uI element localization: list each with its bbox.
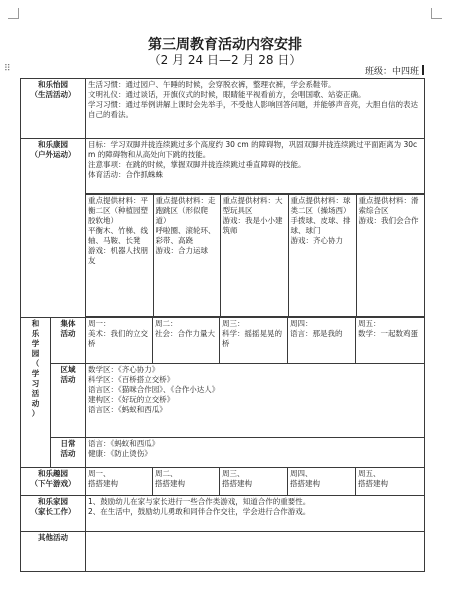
label-learning: 和 乐 学 园 （ 学 习 活 动 ）: [21, 318, 51, 468]
afternoon-day-2[interactable]: 周二、 搭搭建构: [153, 468, 220, 496]
outdoor-goals: 目标：学习双脚并拢连续跳过多个高度约 30 cm 的障碍物，巩固双脚并拢连续跳过平面距离为 30cm 的障碍物和从高处向下跳的技能。 注意事项：在跳的时候，掌握双脚并拢连续跳过垂直障碍的技能。 体育活动：合作抓蛛蛛: [86, 139, 424, 194]
group-day-4[interactable]: 周四： 语言：那是我的: [288, 318, 356, 364]
content-family[interactable]: 1、鼓励幼儿在家与家长进行一些合作类游戏，知道合作的重要性。 2、在生活中，鼓励幼儿勇敢和同伴合作交往，学会进行合作游戏。: [86, 496, 425, 532]
class-line: [365, 64, 424, 77]
label-area-activity: 区域 活动: [51, 364, 86, 438]
group-day-2[interactable]: 周二： 社会：合作力量大: [153, 318, 220, 364]
content-area-activity[interactable]: 数学区：《齐心协力》 科学区：《百桥搭立交桥》 语言区：《猫咪合作园》、《合作小达人》 建构区：《好玩的立交桥》 语言区：《蚂蚁和西瓜》: [86, 364, 425, 438]
label-outdoor: 和乐康园 （户外运动）: [21, 139, 86, 318]
text-cursor: [422, 65, 424, 75]
content-life[interactable]: 生活习惯：通过园户、午睡的时候，会穿脱衣裤，整理衣裤，学会系鞋带。 文明礼仪：通过谈话，开旗仪式的时候，眼睛能平视看前方，会唱国歌、站姿正确。 学习习惯：通过举例讲解上课时会先举手，不受他人影响回答问题，并能够声音亮，大胆自信的表达自己的看法。: [86, 79, 425, 139]
afternoon-day-3[interactable]: 周三、 搭搭建构: [220, 468, 288, 496]
label-group-activity: 集体 活动: [51, 318, 86, 364]
class-label: 班级：: [364, 67, 392, 77]
label-daily-activity: 日常 活动: [51, 438, 86, 468]
date-range: （2 月 24 日—2 月 28 日）: [148, 53, 302, 67]
group-day-1[interactable]: 周一： 美术：我们的立交桥: [86, 318, 153, 364]
label-life: 和乐怡园 （生活活动）: [21, 79, 86, 139]
outdoor-col-3[interactable]: 重点提供材料：大型玩具区 游戏：我是小小建筑师: [220, 195, 288, 317]
group-day-5[interactable]: 周五： 数学：一起数鸡蛋: [356, 318, 425, 364]
schedule-table: [20, 78, 425, 572]
content-other[interactable]: [86, 532, 425, 572]
content-outdoor[interactable]: [86, 139, 425, 318]
outdoor-col-1[interactable]: 重点提供材料：平衡二区（种植园塑胶软地） 平衡木、竹梯、线轴、马鞍、长凳 游戏：机器人找朋友: [86, 195, 153, 317]
outdoor-col-5[interactable]: 重点提供材料：滑索综合区 游戏：我们会合作: [356, 195, 425, 317]
class-value: 中四班: [391, 67, 419, 77]
afternoon-day-1[interactable]: 周一、 搭搭建构: [86, 468, 153, 496]
group-day-3[interactable]: 周三： 科学：摇摇晃晃的桥: [220, 318, 288, 364]
row-other: [21, 532, 425, 572]
row-outdoor: [21, 139, 425, 318]
label-afternoon: 和乐趣园 （下午游戏）: [21, 468, 86, 496]
table-move-handle-icon[interactable]: ⠿: [4, 64, 10, 74]
row-daily-activity: [21, 438, 425, 468]
content-daily-activity[interactable]: 语言：《蚂蚁和西瓜》 健康：《防止烫伤》: [86, 438, 425, 468]
afternoon-day-4[interactable]: 周四、 搭搭建构: [288, 468, 356, 496]
outdoor-col-4[interactable]: 重点提供材料：球类二区（操场西） 手拨球、皮球、排球、球门 游戏：齐心协力: [288, 195, 356, 317]
label-family: 和乐家园 （家长工作）: [21, 496, 86, 532]
afternoon-day-5[interactable]: 周五、 搭搭建构: [356, 468, 425, 496]
outdoor-col-2[interactable]: 重点提供材料：走跑跳区（形似爬道） 呼啦圈、滚轮环、彩带、高跷 游戏：合力运球: [153, 195, 220, 317]
document-title: 第三周教育活动内容安排: [148, 37, 302, 53]
row-afternoon: [21, 468, 425, 496]
row-group-activity: [21, 318, 425, 364]
outdoor-materials-grid: [86, 194, 425, 317]
page-corner-mark: [431, 8, 442, 19]
row-life: [21, 79, 425, 139]
row-family: [21, 496, 425, 532]
label-other: 其他活动: [21, 532, 86, 572]
page-corner-mark: [8, 8, 19, 19]
row-area-activity: [21, 364, 425, 438]
